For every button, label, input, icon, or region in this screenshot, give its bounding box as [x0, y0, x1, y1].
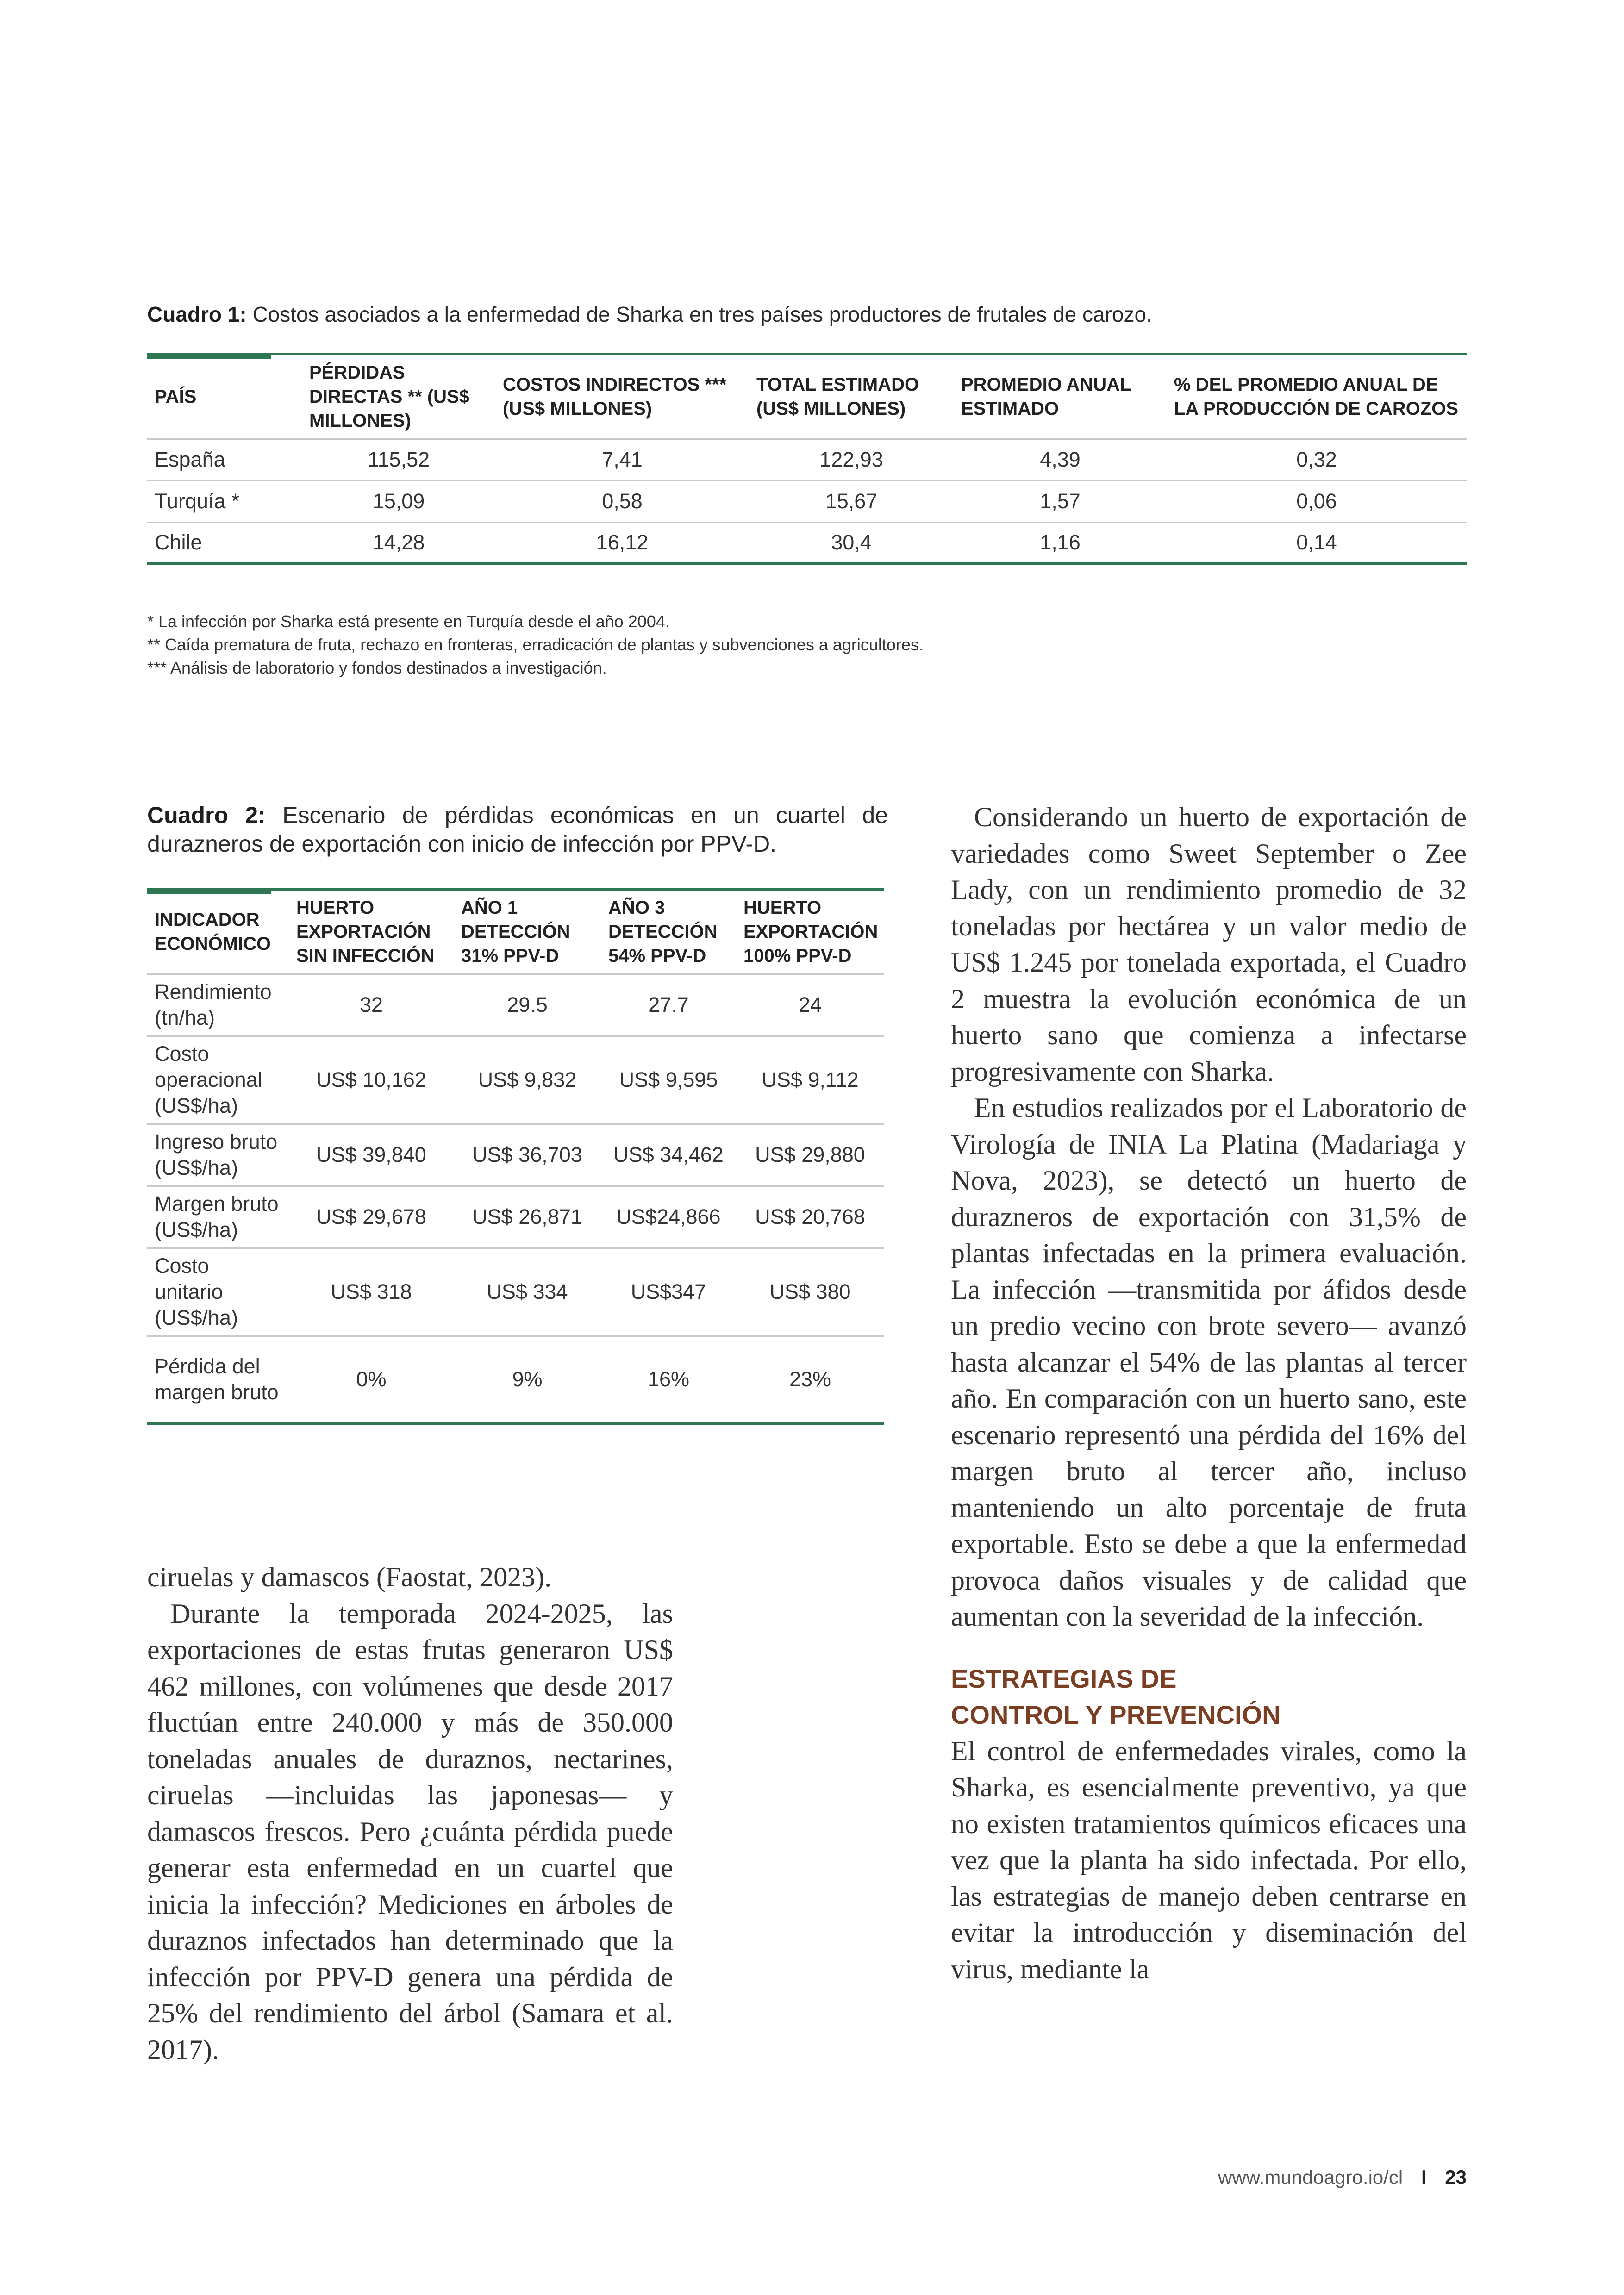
table-cell: Margen bruto (US$/ha) — [147, 1186, 289, 1248]
table-cell: 0,14 — [1167, 522, 1467, 564]
table-cell: US$ 39,840 — [289, 1124, 454, 1186]
table-cell: Turquía * — [147, 480, 302, 522]
table2-header-row — [147, 891, 884, 974]
table-cell: 1,57 — [954, 480, 1167, 522]
table1-caption-label: Cuadro 1: — [147, 302, 247, 326]
table2-header-cell: HUERTO EXPORTACIÓN SIN INFECCIÓN — [296, 898, 434, 967]
footer-url: www.mundoagro.io/cl — [1218, 2166, 1403, 2188]
section-heading-line: ESTRATEGIAS DE — [951, 1664, 1177, 1693]
table1-top-rule — [147, 353, 1467, 355]
table-row — [147, 1036, 884, 1124]
table-row — [147, 439, 1467, 480]
table-cell: 29.5 — [454, 974, 601, 1036]
body-paragraph: Considerando un huerto de exportación de variedades como Sweet September o Zee Lady, con un rendimiento promedio de 32 toneladas por hectárea y un valor medio de US$ 1.245 por tonelada exportada, el Cuadro 2 muestra la evolución económica de un huerto sano que comienza a infectarse progresivamente con Sharka. — [951, 802, 1467, 1087]
table-cell: US$ 334 — [454, 1248, 601, 1336]
table-row — [147, 1248, 884, 1336]
table-cell: 15,09 — [302, 480, 495, 522]
table-cell: US$ 380 — [736, 1248, 884, 1336]
footer-separator: I — [1421, 2166, 1427, 2188]
table2-caption — [147, 801, 888, 858]
body-paragraph: ciruelas y damascos (Faostat, 2023). — [147, 1562, 552, 1592]
table1-header-cell: PROMEDIO ANUAL ESTIMADO — [961, 374, 1131, 419]
body-paragraph: En estudios realizados por el Laboratorio de Virología de INIA La Platina (Madariaga y Nova, 2023), se detectó un huerto de durazneros de exportación con 31,5% de plantas infectadas en la primera evaluación. La infección —transmitida por áfidos desde un predio vecino con brote severo— avanzó hasta alcanzar el 54% de las plantas al tercer año. En comparación con un huerto sano, este escenario representó una pérdida del 16% del margen bruto al tercer año, incluso manteniendo un alto porcentaje de fruta exportable. Esto se debe a que la enfermedad provoca daños visuales y de calidad que aumentan con la severidad de la infección. — [951, 1092, 1467, 1632]
table-cell: US$ 10,162 — [289, 1036, 454, 1124]
table-cell: 32 — [289, 974, 454, 1036]
table-cell: 15,67 — [749, 480, 954, 522]
table-cell: 4,39 — [954, 439, 1167, 480]
table-cell: Ingreso bruto (US$/ha) — [147, 1124, 289, 1186]
table1-header-cell: COSTOS INDIRECTOS *** (US$ MILLONES) — [503, 374, 727, 419]
table2-header-cell: AÑO 3 DETECCIÓN 54% PPV-D — [608, 898, 718, 967]
table-cell: Costo operacional (US$/ha) — [147, 1036, 289, 1124]
table-cell: Pérdida del margen bruto — [147, 1336, 289, 1424]
table1-header-row — [147, 355, 1467, 439]
table-cell: Chile — [147, 522, 302, 564]
table-cell: US$ 20,768 — [736, 1186, 884, 1248]
left-column — [147, 1559, 673, 2068]
table-cell: 0,58 — [495, 480, 749, 522]
table-cell: US$ 9,112 — [736, 1036, 884, 1124]
table-cell: 16% — [601, 1336, 736, 1424]
page-footer — [1065, 2166, 1467, 2189]
table1-header-cell: % DEL PROMEDIO ANUAL DE LA PRODUCCIÓN DE CAROZOS — [1174, 374, 1459, 419]
table-cell: US$ 9,832 — [454, 1036, 601, 1124]
table1-header-cell: PÉRDIDAS DIRECTAS ** (US$ MILLONES) — [309, 362, 469, 431]
table-cell: 14,28 — [302, 522, 495, 564]
table-cell: 27.7 — [601, 974, 736, 1036]
table1-note: *** Análisis de laboratorio y fondos destinados a investigación. — [147, 658, 607, 677]
table1-top-rule-accent — [147, 353, 271, 359]
table2-caption-label: Cuadro 2: — [147, 802, 266, 828]
table-cell: US$ 29,678 — [289, 1186, 454, 1248]
table-row — [147, 522, 1467, 564]
table-cell: 1,16 — [954, 522, 1167, 564]
table2-caption-text: Escenario de pérdidas económicas en un cuartel de durazneros de exportación con inicio de infección por PPV-D. — [147, 802, 888, 857]
table-cell: 16,12 — [495, 522, 749, 564]
table-cell: US$ 9,595 — [601, 1036, 736, 1124]
table1-header-cell: TOTAL ESTIMADO (US$ MILLONES) — [756, 374, 919, 419]
table-cell: 30,4 — [749, 522, 954, 564]
body-paragraph: El control de enfermedades virales, como la Sharka, es esencialmente preventivo, ya que no existen tratamientos químicos eficaces una vez que la planta ha sido infectada. Por ello, las estrategias de manejo deben centrarse en evitar la introducción y diseminación del virus, mediante la — [951, 1735, 1467, 1984]
table-cell: 0,06 — [1167, 480, 1467, 522]
table-cell: US$24,866 — [601, 1186, 736, 1248]
table2 — [147, 888, 884, 1425]
table-row — [147, 1124, 884, 1186]
table-cell: Rendimiento (tn/ha) — [147, 974, 289, 1036]
table1-caption-text: Costos asociados a la enfermedad de Sharka en tres países productores de frutales de carozo. — [246, 302, 1152, 326]
right-column — [951, 799, 1467, 1987]
table1-header-cell: PAÍS — [155, 387, 197, 407]
table-cell: España — [147, 439, 302, 480]
table-cell: Costo unitario (US$/ha) — [147, 1248, 289, 1336]
table-cell: 23% — [736, 1336, 884, 1424]
table-row — [147, 1336, 884, 1424]
table2-header-cell: AÑO 1 DETECCIÓN 31% PPV-D — [461, 898, 570, 967]
table-row — [147, 974, 884, 1036]
section-heading-line: CONTROL Y PREVENCIÓN — [951, 1700, 1281, 1729]
table1 — [147, 353, 1467, 565]
table-cell: 115,52 — [302, 439, 495, 480]
table-cell: US$ 26,871 — [454, 1186, 601, 1248]
table-cell: 0% — [289, 1336, 454, 1424]
table2-header-cell: INDICADOR ECONÓMICO — [155, 910, 271, 954]
table-row — [147, 1186, 884, 1248]
table1-note: ** Caída prematura de fruta, rechazo en fronteras, erradicación de plantas y subvenciones a agricultores. — [147, 635, 924, 654]
table1-caption — [147, 301, 1467, 328]
table2-header-cell: HUERTO EXPORTACIÓN 100% PPV-D — [743, 898, 878, 967]
table-row — [147, 480, 1467, 522]
page-number: 23 — [1445, 2166, 1467, 2188]
table-cell: US$ 318 — [289, 1248, 454, 1336]
table-cell: US$ 29,880 — [736, 1124, 884, 1186]
table1-note: * La infección por Sharka está presente en Turquía desde el año 2004. — [147, 612, 670, 631]
table-cell: US$ 36,703 — [454, 1124, 601, 1186]
section-heading — [951, 1661, 1467, 1733]
table-cell: 7,41 — [495, 439, 749, 480]
table-cell: US$347 — [601, 1248, 736, 1336]
table-cell: 0,32 — [1167, 439, 1467, 480]
table1-notes — [147, 610, 1467, 680]
table-cell: US$ 34,462 — [601, 1124, 736, 1186]
table-cell: 122,93 — [749, 439, 954, 480]
body-paragraph: Durante la temporada 2024-2025, las exportaciones de estas frutas generaron US$ 462 millones, con volúmenes que desde 2017 fluctúan entre 240.000 y más de 350.000 toneladas anuales de duraznos, nectarines, ciruelas —incluidas las japonesas— y damascos frescos. Pero ¿cuánta pérdida puede generar esta enfermedad en un cuartel que inicia la infección? Mediciones en árboles de duraznos infectados han determinado que la infección por PPV-D genera una pérdida de 25% del rendimiento del árbol (Samara et al. 2017). — [147, 1598, 673, 2065]
table-cell: 24 — [736, 974, 884, 1036]
table2-top-rule-accent — [147, 888, 271, 894]
table-cell: 9% — [454, 1336, 601, 1424]
